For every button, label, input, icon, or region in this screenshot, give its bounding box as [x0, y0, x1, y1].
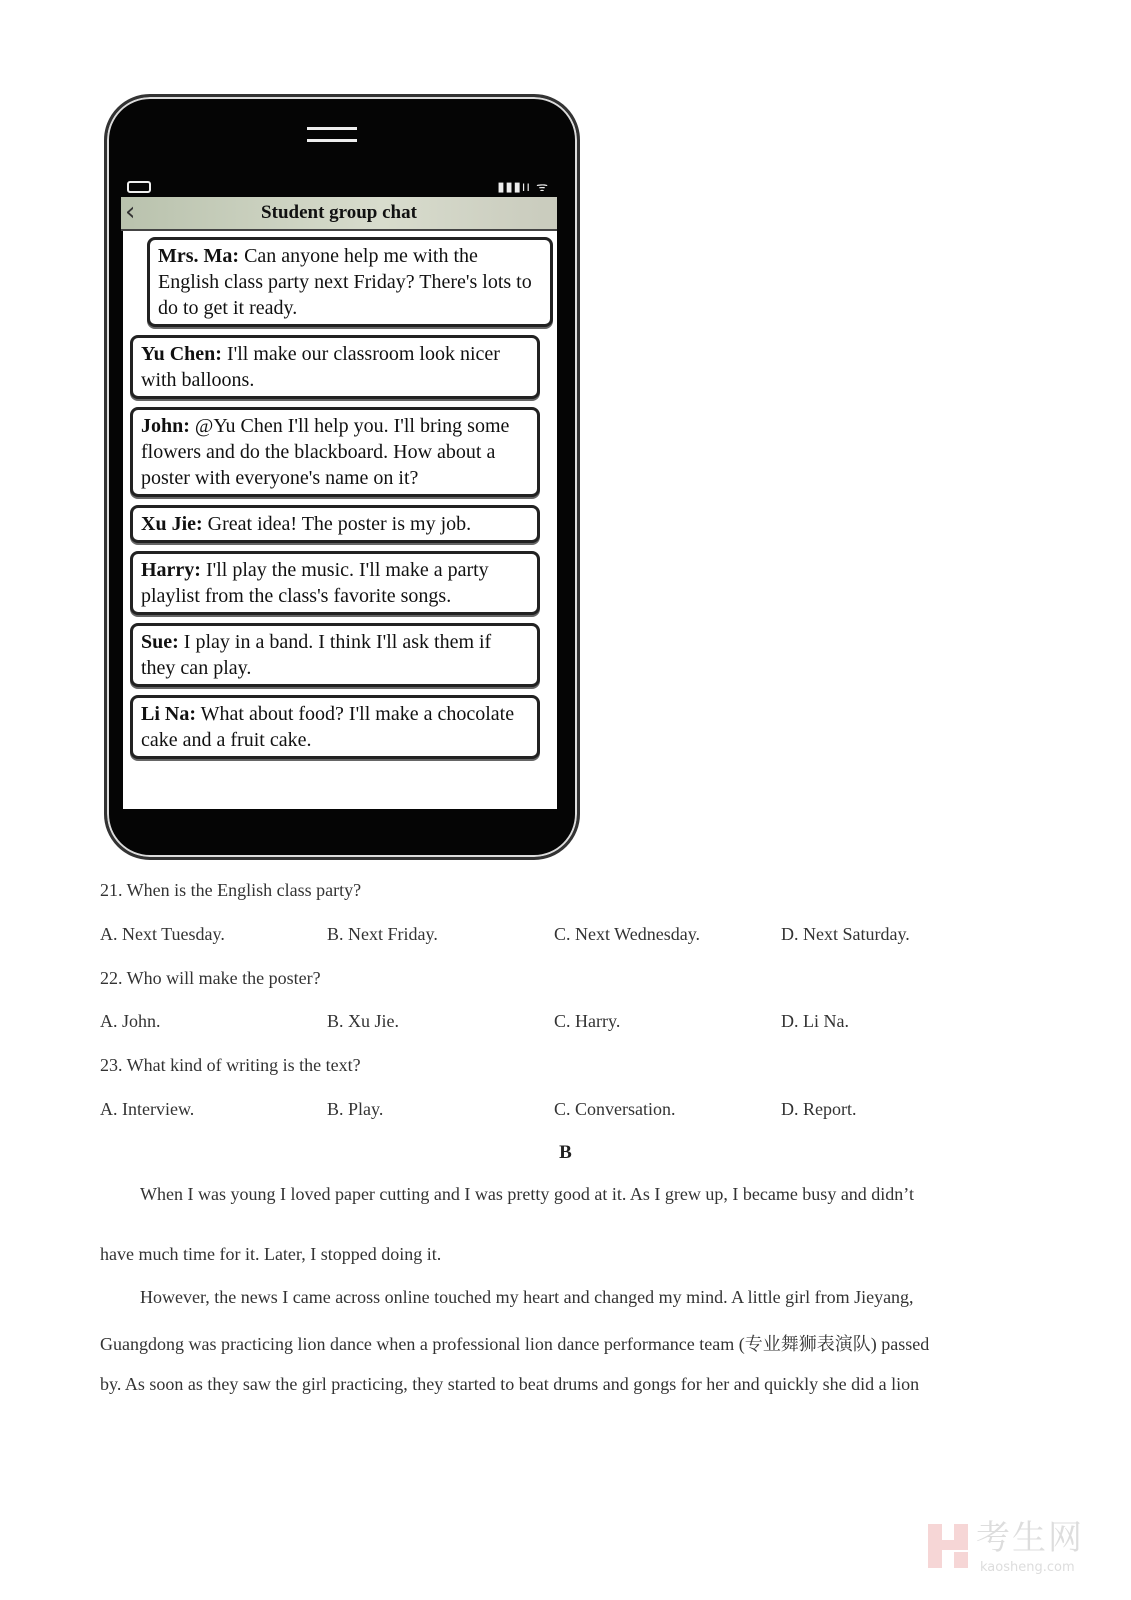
message-bubble: [130, 505, 540, 543]
message-text: I'll play the music. I'll make a party playlist from the class's favorite songs.: [141, 559, 489, 607]
option-a: A. John.: [100, 1011, 161, 1031]
option-a: A. Interview.: [100, 1099, 195, 1119]
passage-line: have much time for it. Later, I stopped doing it.: [100, 1244, 442, 1264]
section-heading: B: [559, 1142, 572, 1163]
option-c: C. Next Wednesday.: [554, 924, 701, 944]
message-bubble: [130, 335, 540, 399]
message-text: What about food? I'll make a chocolate cake and a fruit cake.: [141, 703, 515, 751]
speaker-line: [307, 127, 357, 130]
message-bubble: [147, 237, 553, 327]
watermark-en: kaosheng.com: [980, 1560, 1075, 1575]
sender-name: Yu Chen:: [141, 343, 222, 365]
message-bubble: [130, 407, 540, 497]
message-text: Can anyone help me with the English class party next Friday? There's lots to do to get it ready.: [158, 245, 532, 319]
passage-line: When I was young I loved paper cutting and I was pretty good at it. As I grew up, I became busy and didn’t: [140, 1184, 914, 1204]
signal-wifi-icon: ▮▮▮ıı ᯤ: [497, 180, 549, 195]
message-text: @Yu Chen I'll help you. I'll bring some flowers and do the blackboard. How about a poster with everyone's name on it?: [141, 415, 510, 489]
question-23: 23. What kind of writing is the text?: [100, 1055, 361, 1075]
sender-name: Xu Jie:: [141, 513, 203, 535]
sender-name: Sue:: [141, 631, 179, 653]
option-b: B. Play.: [327, 1099, 384, 1119]
passage-line: However, the news I came across online touched my heart and changed my mind. A little girl from Jieyang,: [140, 1287, 914, 1307]
sender-name: Harry:: [141, 559, 201, 581]
option-b: B. Next Friday.: [327, 924, 438, 944]
message-bubble: [130, 695, 540, 759]
question-21: 21. When is the English class party?: [100, 880, 362, 900]
chat-title: Student group chat: [261, 202, 417, 223]
option-c: C. Conversation.: [554, 1099, 676, 1119]
question-22: 22. Who will make the poster?: [100, 968, 321, 988]
watermark-cn: 考生网: [976, 1518, 1084, 1558]
option-b: B. Xu Jie.: [327, 1011, 399, 1031]
back-chevron-icon: ‹: [125, 197, 136, 227]
chat-screen: [123, 231, 557, 809]
option-d: D. Li Na.: [781, 1011, 849, 1031]
speaker-line: [307, 139, 357, 142]
option-d: D. Report.: [781, 1099, 857, 1119]
message-text: I'll make our classroom look nicer with balloons.: [141, 343, 500, 391]
chat-title-bar: [121, 197, 557, 231]
option-a: A. Next Tuesday.: [100, 924, 225, 944]
option-c: C. Harry.: [554, 1011, 621, 1031]
sender-name: John:: [141, 415, 190, 437]
sender-name: Mrs. Ma:: [158, 245, 240, 267]
message-text: Great idea! The poster is my job.: [202, 513, 472, 535]
sender-name: Li Na:: [141, 703, 196, 725]
message-bubble: [130, 623, 540, 687]
message-text: I play in a band. I think I'll ask them if they can play.: [141, 631, 492, 679]
message-bubble: [130, 551, 540, 615]
phone-illustration: [104, 94, 580, 860]
option-d: D. Next Saturday.: [781, 924, 910, 944]
passage-line: by. As soon as they saw the girl practicing, they started to beat drums and gongs for her and quickly she did a lion: [100, 1374, 920, 1394]
watermark-logo-icon: [928, 1524, 968, 1568]
passage-line: Guangdong was practicing lion dance when a professional lion dance performance team (专业舞狮表演队) passed: [100, 1334, 930, 1354]
battery-icon: [127, 181, 151, 193]
